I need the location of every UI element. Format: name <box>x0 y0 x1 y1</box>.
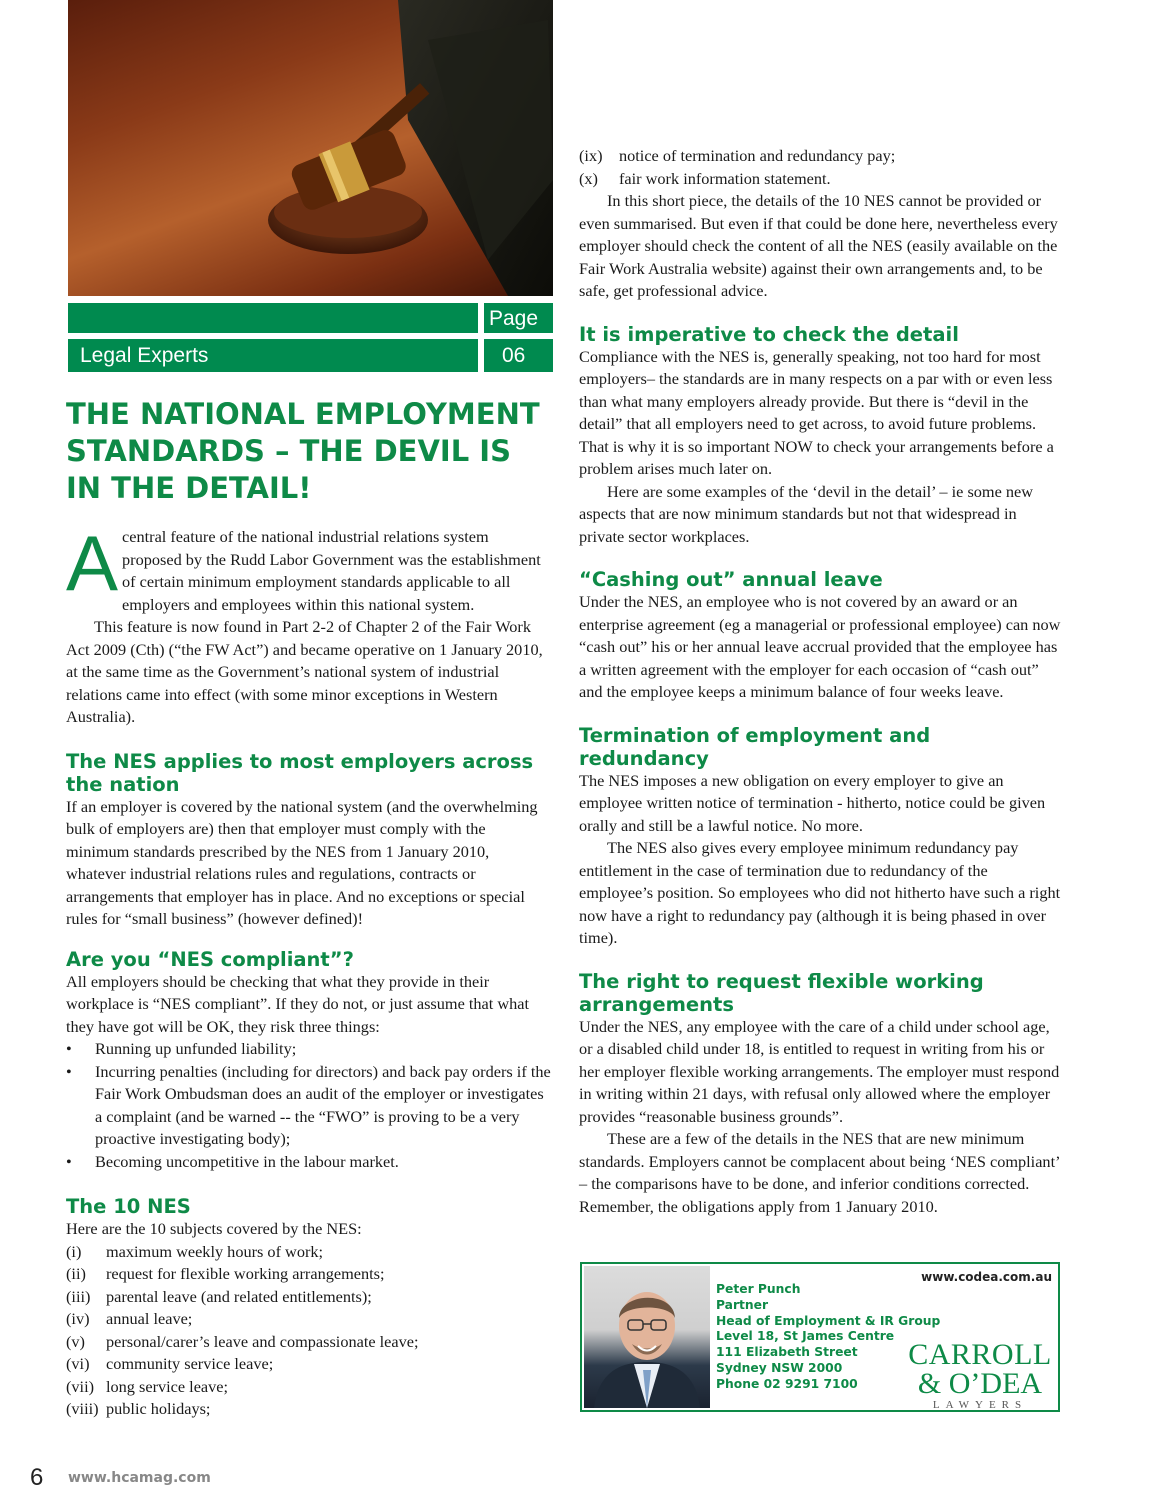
list-item: • Running up unfunded liability; <box>66 1038 552 1061</box>
list-item: (ii) request for flexible working arrangements; <box>66 1264 385 1283</box>
logo-line-1: CARROLL <box>908 1338 1052 1371</box>
page-number-box <box>484 339 553 372</box>
list-item: (ix) notice of termination and redundancy pay; <box>579 146 896 165</box>
section-intro-10-nes: Here are the 10 subjects covered by the NES: <box>66 1219 362 1238</box>
gavel-photo <box>68 0 553 296</box>
portrait-illustration <box>584 1266 710 1408</box>
section-heading-termination: Termination of employment and redundancy <box>579 723 931 770</box>
page-number: 06 <box>502 344 526 367</box>
list-item: (iv) annual leave; <box>66 1309 193 1328</box>
section-body-flexible-working: Under the NES, any employee with the care of a child under school age, or a disabled child under 18, is entitled to request in writing from his or her employer flexible working arrangements. The employer must respond in writing within 21 days, with refusal only allowed where the employer provides “reasonable business grounds”. <box>579 1016 1060 1126</box>
nes-list-continued <box>579 145 1063 190</box>
list-item: (x) fair work information statement. <box>579 168 831 188</box>
summary-paragraph: In this short piece, the details of the 10 NES cannot be provided or even summarised. But even if that could be done here, nevertheless every employer should check the content of all the NES (easily available on the Fair Work Australia website) against their own arrangements and, to be safe, get professional advice. <box>579 191 1058 300</box>
logo-line-2: & O’DEA <box>917 1367 1043 1400</box>
section-body-termination: The NES imposes a new obligation on every employer to give an employee written notice of termination - hitherto, notice could be given orally and still be a lawful notice. No more. <box>579 770 1046 835</box>
intro-lead-text: central feature of the national industrial relations system proposed by the Rudd Labor Government was the establishment of certain minimum employment standards applicable to all employers and employees within this national system. <box>122 527 541 614</box>
law-firm-ad <box>580 1262 1060 1412</box>
section-heading-10-nes: The 10 NES <box>66 1195 191 1218</box>
bullet-icon: • <box>66 1151 72 1171</box>
footer-page-number: 6 <box>30 1464 44 1491</box>
risk-bullet-list <box>66 1038 552 1173</box>
section-heading-nes-compliant: Are you “NES compliant”? <box>66 947 354 971</box>
list-item: • Becoming uncompetitive in the labour market. <box>66 1151 552 1174</box>
section-body-check-detail-2: Here are some examples of the ‘devil in the detail’ – ie some new aspects that are now minimum standards but not that widespread in private sector workplaces. <box>579 481 1034 546</box>
page-label-box <box>484 303 553 333</box>
right-column <box>579 145 1063 1218</box>
section-body-nes-applies: If an employer is covered by the national system (and the overwhelming bulk of employers are) then that employer must comply with the minimum standards prescribed by the NES from 1 January 2010, whatever industrial relations rules and regulations, contracts or arrangements that employer has in place. And no exceptions or special rules for “small business” (however defined)! <box>66 796 538 928</box>
list-item: (iii) parental leave (and related entitlements); <box>66 1286 372 1306</box>
section-bar-top <box>68 303 478 333</box>
footer-website[interactable]: www.hcamag.com <box>68 1470 211 1486</box>
list-item: (viii) public holidays; <box>66 1399 211 1418</box>
drop-cap: A <box>66 519 119 607</box>
logo-line-3: LAWYERS <box>932 1399 1028 1411</box>
carroll-odea-logo <box>904 1340 1056 1412</box>
list-item: (i) maximum weekly hours of work; <box>66 1241 324 1261</box>
section-label: Legal Experts <box>80 344 209 367</box>
section-heading-cashing-out: “Cashing out” annual leave <box>579 568 883 591</box>
nes-list <box>66 1241 552 1421</box>
left-column <box>66 519 552 1421</box>
contact-address-3: Sydney NSW 2000 <box>716 1360 843 1375</box>
list-item: • Incurring penalties (including for directors) and back pay orders if the Fair Work Ombudsman does an audit of the employer or investigates a complaint (and be warned -- the “FWO” is proving to be a very proactive investigating body); <box>66 1061 551 1148</box>
section-body-cashing-out: Under the NES, an employee who is not covered by an award or an enterprise agreement (eg a managerial or professional employee) can now “cash out” his or her annual leave accrual provided that the employee has a written agreement with the employer for each occasion of “cash out” and the employee keeps a minimum balance of four weeks leave. <box>579 592 1061 701</box>
contact-address-1: Level 18, St James Centre <box>716 1329 895 1344</box>
contact-role: Head of Employment & IR Group <box>716 1313 941 1328</box>
section-heading-nes-applies: The NES applies to most employers across the nation <box>66 749 534 796</box>
contact-phone: Phone 02 9291 7100 <box>716 1376 858 1391</box>
section-bar <box>68 339 478 372</box>
section-heading-check-detail: It is imperative to check the detail <box>579 322 959 346</box>
bullet-icon: • <box>66 1061 72 1081</box>
intro-paragraph-2: This feature is now found in Part 2-2 of Chapter 2 of the Fair Work Act 2009 (Cth) (“the FW Act”) and became operative on 1 January 2010, at the same time as the Government’s national system of industrial relations came into effect (with some minor exceptions in Western Australia). <box>66 617 543 726</box>
list-item: (vii) long service leave; <box>66 1376 229 1396</box>
list-item: (vi) community service leave; <box>66 1354 274 1373</box>
section-body-flexible-working-2: These are a few of the details in the NES that are new minimum standards. Employers cannot be complacent about being ‘NES compliant’ – the comparisons have to be done, and inferior conditions corrected. Remember, the obligations apply from 1 January 2010. <box>579 1129 1060 1216</box>
section-heading-flexible-working: The right to request flexible working arrangements <box>579 969 984 1016</box>
intro-paragraph <box>66 519 552 616</box>
list-item: (v) personal/carer’s leave and compassionate leave; <box>66 1331 419 1351</box>
article-title: THE NATIONAL EMPLOYMENT STANDARDS – THE DEVIL IS IN THE DETAIL! <box>66 397 540 505</box>
bullet-icon: • <box>66 1039 72 1058</box>
contact-name: Peter Punch <box>716 1282 801 1296</box>
section-body-termination-2: The NES also gives every employee minimum redundancy pay entitlement in the case of termination due to redundancy of the employee’s position. So employees who did not hitherto have such a right now have a right to redundancy pay (although it is being phased in over time). <box>579 838 1061 947</box>
section-body-check-detail: Compliance with the NES is, generally speaking, not too hard for most employers– the standards are in many respects on a par with or even less than what many employers already provide. But there is “devil in the detail” that all employers need to get across, to avoid future problems. That is why it is so important NOW to check your arrangements before a problem arises much later on. <box>579 346 1054 478</box>
gavel-illustration <box>68 0 553 296</box>
firm-website-link[interactable]: www.codea.com.au <box>921 1270 1052 1284</box>
section-body-nes-compliant: All employers should be checking that what they provide in their workplace is “NES compliant”. If they do not, or just assume that what they have got will be OK, they risk three things: <box>66 971 530 1036</box>
contact-address-2: 111 Elizabeth Street <box>716 1345 858 1360</box>
contact-title: Partner <box>716 1297 769 1312</box>
page-label: Page <box>489 307 539 330</box>
lawyer-portrait <box>584 1266 710 1408</box>
